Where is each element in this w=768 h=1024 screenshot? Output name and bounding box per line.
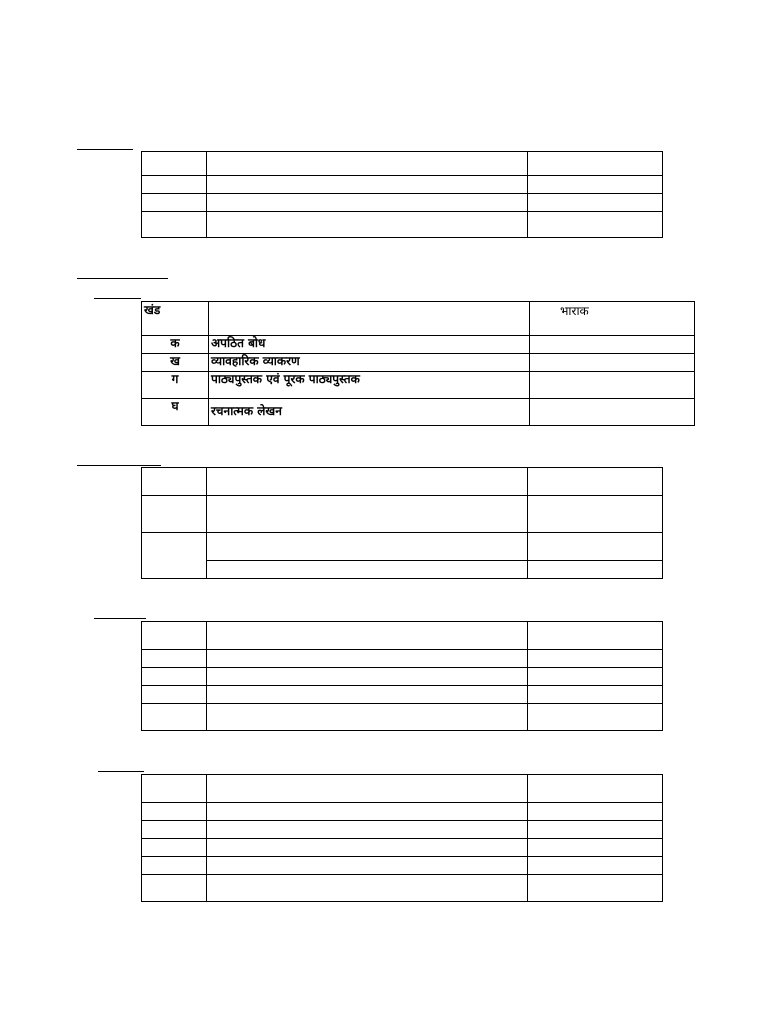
row-section: क (142, 336, 209, 354)
table-cell (528, 561, 663, 579)
table-cell (142, 152, 207, 176)
table-cell (207, 686, 528, 704)
table-cell (142, 622, 207, 650)
header-weight (530, 302, 695, 336)
table-cell (528, 152, 663, 176)
empty-table-5 (141, 774, 663, 902)
table-cell (528, 622, 663, 650)
section-heading-underline-3 (77, 465, 161, 466)
table-row (142, 372, 695, 399)
table-cell (142, 821, 207, 839)
empty-table-3 (141, 467, 663, 579)
table-cell (142, 839, 207, 857)
table-cell (528, 212, 663, 238)
row-description: रचनात्मक लेखन (209, 399, 530, 426)
row-description: पाठ्यपुस्तक एवं पूरक पाठ्यपुस्तक (209, 372, 530, 399)
row-description: अपठित बोध (209, 336, 530, 354)
table-cell (207, 803, 528, 821)
row-weight (530, 354, 695, 372)
header-weight-label: भाराक (560, 304, 589, 318)
table-cell (207, 533, 528, 561)
section-heading-underline-4 (94, 618, 146, 619)
table-cell (142, 650, 207, 668)
table-cell (142, 176, 207, 194)
table-cell (528, 704, 663, 731)
table-cell (142, 875, 207, 902)
table-cell (142, 668, 207, 686)
table-cell (528, 686, 663, 704)
table-cell (207, 496, 528, 533)
table-cell (207, 839, 528, 857)
row-weight (530, 399, 695, 426)
table-row (142, 354, 695, 372)
table-cell (142, 468, 207, 496)
header-section: खंड (142, 302, 209, 336)
table-cell (142, 775, 207, 803)
row-weight (530, 372, 695, 399)
table-cell (528, 803, 663, 821)
table-cell (142, 212, 207, 238)
table-cell (207, 561, 528, 579)
row-description: व्यावहारिक व्याकरण (209, 354, 530, 372)
table-cell (207, 668, 528, 686)
table-cell (142, 803, 207, 821)
table-cell (207, 468, 528, 496)
table-row (142, 399, 695, 426)
table-cell (207, 152, 528, 176)
table-cell (528, 194, 663, 212)
table-cell (142, 496, 207, 533)
table-row (142, 336, 695, 354)
table-cell (207, 775, 528, 803)
table-cell (207, 704, 528, 731)
table-cell (528, 176, 663, 194)
table-cell (207, 875, 528, 902)
section-heading-underline-1 (77, 149, 133, 150)
table-cell (142, 704, 207, 731)
table-cell (207, 857, 528, 875)
table-cell (528, 875, 663, 902)
table-cell (528, 668, 663, 686)
row-section: घ (142, 399, 209, 426)
section-heading-underline-2 (77, 278, 168, 279)
table-cell (528, 839, 663, 857)
table-cell (528, 821, 663, 839)
section-heading-underline-2b (94, 298, 141, 299)
table-header-row (142, 302, 695, 336)
table-cell (207, 176, 528, 194)
empty-table-4 (141, 621, 663, 731)
table-cell (142, 857, 207, 875)
table-cell (207, 212, 528, 238)
table-cell (207, 821, 528, 839)
table-cell (528, 775, 663, 803)
table-cell (142, 686, 207, 704)
weightage-table (141, 301, 695, 426)
table-cell (207, 622, 528, 650)
table-cell (142, 533, 207, 579)
row-section: ग (142, 372, 209, 399)
row-section: ख (142, 354, 209, 372)
table-cell (528, 857, 663, 875)
header-description (209, 302, 530, 336)
table-cell (528, 468, 663, 496)
table-cell (528, 533, 663, 561)
table-cell (528, 496, 663, 533)
table-cell (142, 194, 207, 212)
table-cell (207, 194, 528, 212)
empty-table-1 (141, 151, 663, 238)
table-cell (207, 650, 528, 668)
table-cell (528, 650, 663, 668)
section-heading-underline-5 (98, 771, 144, 772)
row-weight (530, 336, 695, 354)
